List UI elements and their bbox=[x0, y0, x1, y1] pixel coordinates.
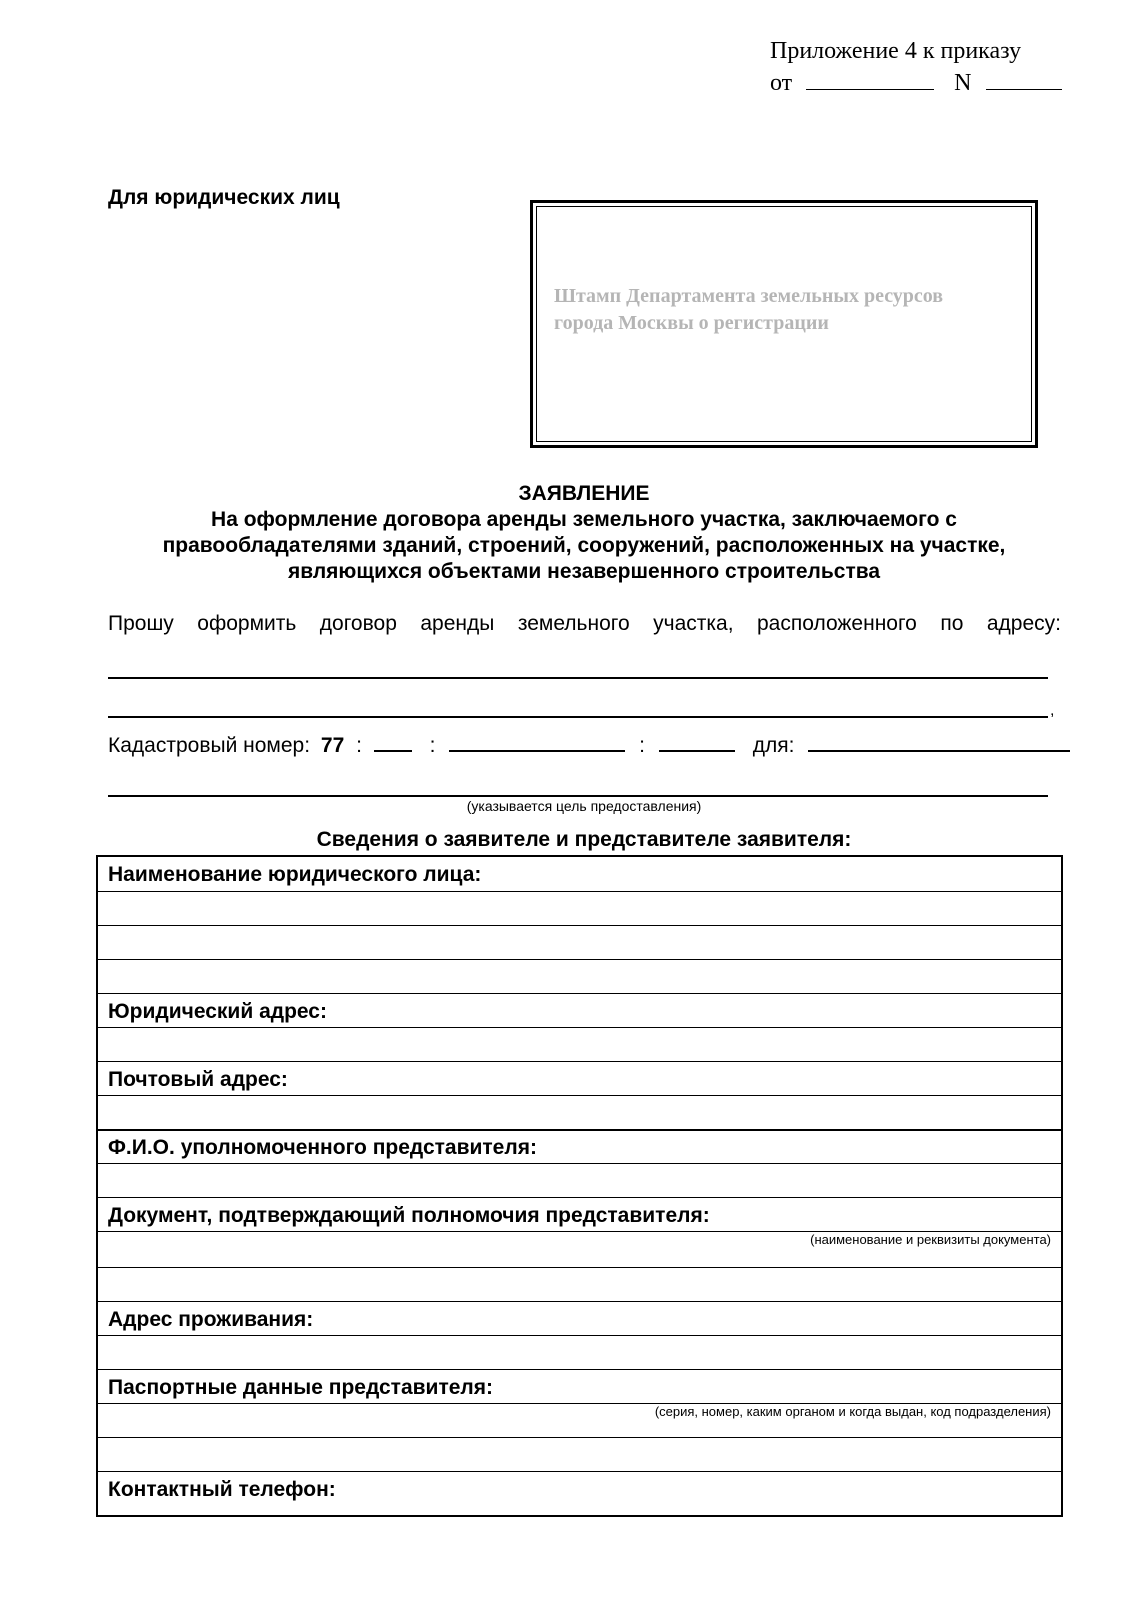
table-row bbox=[98, 1369, 1061, 1370]
legal-address-label: Юридический адрес: bbox=[108, 1000, 327, 1023]
table-row[interactable] bbox=[98, 1335, 1061, 1336]
table-row[interactable] bbox=[98, 959, 1061, 960]
table-row bbox=[98, 1301, 1061, 1302]
residence-address-label: Адрес проживания: bbox=[108, 1308, 314, 1331]
cadastral-sep-1: : bbox=[356, 734, 362, 757]
purpose-for-label: для: bbox=[752, 734, 795, 757]
legal-entity-name-label: Наименование юридического лица: bbox=[108, 863, 482, 886]
order-date-field[interactable] bbox=[806, 67, 934, 90]
table-row[interactable] bbox=[98, 1267, 1061, 1268]
cadastral-quarter-field[interactable] bbox=[449, 730, 625, 752]
address-line-2[interactable] bbox=[108, 716, 1048, 718]
applicant-info-table bbox=[96, 855, 1063, 1517]
cadastral-plot-field[interactable] bbox=[659, 730, 735, 752]
stamp-placeholder-text: Штамп Департамента земельных ресурсов города Москвы о регистрации bbox=[554, 285, 944, 334]
cadastral-label: Кадастровый номер: bbox=[108, 734, 311, 757]
number-label: N bbox=[954, 70, 972, 96]
document-subtitle: На оформление договора аренды земельного участка, заключаемого с правообладателями зданий, строений, сооружений, расположенных на участке, являющихся объектами незавершенного строительства bbox=[162, 508, 1006, 583]
from-label: от bbox=[770, 70, 793, 96]
table-row[interactable] bbox=[98, 925, 1061, 926]
for-legal-entities-label: Для юридических лиц bbox=[108, 186, 340, 209]
table-row bbox=[98, 1129, 1061, 1131]
cadastral-number-row bbox=[108, 730, 1070, 758]
postal-address-label: Почтовый адрес: bbox=[108, 1068, 288, 1091]
appendix-title: Приложение 4 к приказу bbox=[770, 38, 1022, 64]
contact-phone-label: Контактный телефон: bbox=[108, 1478, 336, 1501]
cadastral-sep-3: : bbox=[639, 734, 645, 757]
purpose-line[interactable] bbox=[108, 795, 1048, 797]
passport-hint: (серия, номер, каким органом и когда выдан, код подразделения) bbox=[654, 1404, 1051, 1419]
cadastral-sep-2: : bbox=[429, 734, 436, 757]
authority-document-label: Документ, подтверждающий полномочия представителя: bbox=[108, 1204, 710, 1227]
table-row bbox=[98, 1061, 1061, 1062]
cadastral-region: 77 bbox=[320, 734, 345, 757]
table-row bbox=[98, 1471, 1061, 1472]
representative-name-label: Ф.И.О. уполномоченного представителя: bbox=[108, 1136, 537, 1159]
purpose-field[interactable] bbox=[808, 730, 1070, 752]
authority-document-hint: (наименование и реквизиты документа) bbox=[810, 1232, 1051, 1247]
order-date-number-line bbox=[770, 67, 1062, 99]
table-row[interactable] bbox=[98, 1437, 1061, 1438]
table-row[interactable] bbox=[98, 1027, 1061, 1028]
cadastral-block-field[interactable] bbox=[374, 730, 412, 752]
address-comma: , bbox=[1050, 702, 1055, 719]
table-row bbox=[98, 1197, 1061, 1198]
request-text: Прошу оформить договор аренды земельного участка, расположенного по адресу: bbox=[108, 612, 1061, 635]
applicant-section-title: Сведения о заявителе и представителе заявителя: bbox=[316, 828, 852, 851]
document-title: ЗАЯВЛЕНИЕ bbox=[518, 482, 650, 505]
order-number-field[interactable] bbox=[986, 67, 1062, 90]
appendix-reference bbox=[770, 36, 1062, 99]
table-row[interactable] bbox=[98, 1095, 1061, 1096]
purpose-hint: (указывается цель предоставления) bbox=[466, 798, 702, 814]
registration-stamp-box bbox=[530, 200, 1038, 448]
table-row bbox=[98, 993, 1061, 994]
table-row[interactable] bbox=[98, 1163, 1061, 1164]
passport-data-label: Паспортные данные представителя: bbox=[108, 1376, 494, 1399]
table-row[interactable] bbox=[98, 891, 1061, 892]
address-line-1[interactable] bbox=[108, 677, 1048, 679]
